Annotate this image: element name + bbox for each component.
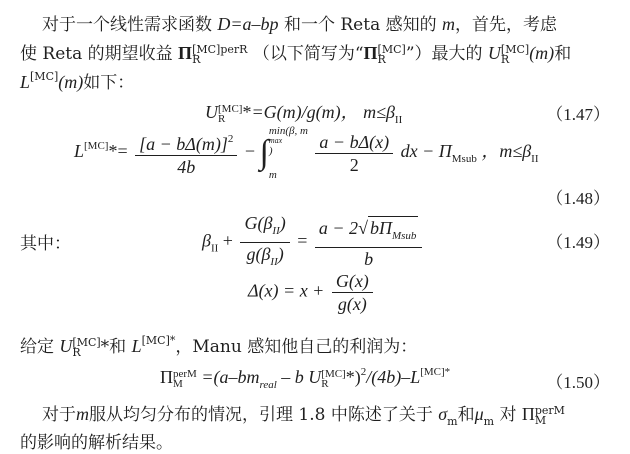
para3-line1: 对于m服从均匀分布的情况，引理 1.8 中陈述了关于 $\sigma_m$和$\mu_m$ 对 Π perM M [42,403,565,428]
equation-number-1-49: （1.49） [546,233,610,252]
equation-1-48: L[MC]*= $\frac{[a - b\Delta(m)]^2}{4b}$ − ∫ min(β, m max ) m $\frac{a - b\Delta(x)}{2}$ dx − $\Pi_{Msub}$ ，$m\le\beta_{II}$ [74,125,539,181]
equation-1-47: U [MC] R *=G(m)/g(m)， $m\le\beta_{II}$ [205,102,403,126]
para1-line2: 使 Reta 的期望收益 Π [MC]perR R （以下简写为“Π [MC] R ”）最大的 U [MC] R (m)和 [20,42,572,66]
equation-label-where: 其中： [20,234,71,254]
equation-number-1-50: （1.50） [546,373,610,392]
para1-line3: L[MC](m)如下： [20,70,135,93]
equation-1-50: Π perM M $=(a-bm_{real} - b$ U [MC] R $*)^2/(4b)-L^{[MC]*}$ [160,366,451,391]
equation-delta-definition: Δ(x) = x + $\frac{G(x)}{g(x)}$ [248,270,376,315]
para2-line: 给定 U [MC] R *和 $L^{[MC]*}$，Manu 感知他自己的利润为： [20,334,418,359]
para3-line2: 的影响的解析结果。 [20,433,173,453]
equation-number-1-48: （1.48） [546,189,610,208]
equation-1-49: $\beta_{II}$ + $\frac{G(\beta_{II})}{g(\beta_{II})}$ = $\frac{a - 2√ b\Pi_{Msub}}{b}$ [202,212,425,273]
equation-number-1-47: （1.47） [546,105,610,124]
para1-line1: 对于一个线性需求函数 D=a–bp 和一个 Reta 感知的 m，首先，考虑 [42,14,558,35]
